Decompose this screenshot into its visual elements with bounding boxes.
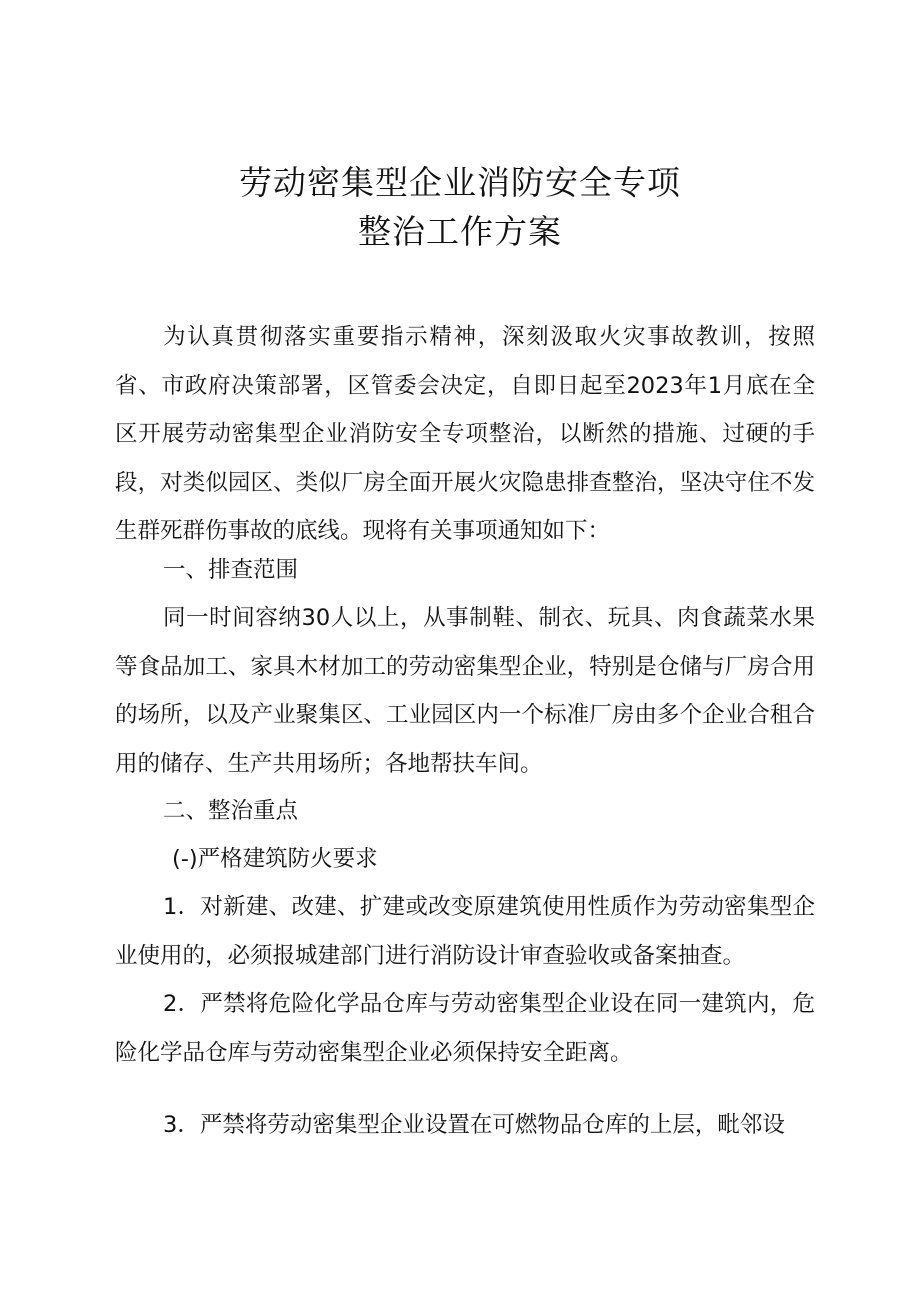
section2-heading: 二、整治重点	[163, 798, 299, 824]
section2-subheading: (-)严格建筑防火要求	[172, 846, 378, 872]
section2-item2: 2．严禁将危险化学品仓库与劳动密集型企业设在同一建筑内，危险化学品仓库与劳动密集型企业必须保持安全距离。	[115, 991, 815, 1066]
section2-item3: 3．严禁将劳动密集型企业设置在可燃物品仓库的上层，毗邻设	[163, 1112, 785, 1138]
section1-heading: 一、排查范围	[163, 557, 299, 583]
intro-paragraph: 为认真贯彻落实重要指示精神，深刻汲取火灾事故教训，按照省、市政府决策部署，区管委会决定，自即日起至2023年1月底在全区开展劳动密集型企业消防安全专项整治，以断然的措施、过硬的手段，对类似园区、类似厂房全面开展火灾隐患排查整治，坚决守住不发生群死群伤事故的底线。现将有关事项通知如下：	[115, 324, 815, 544]
document-title-line2: 整治工作方案	[358, 212, 562, 251]
section2-item1: 1．对新建、改建、扩建或改变原建筑使用性质作为劳动密集型企业使用的，必须报城建部门进行消防设计审查验收或备案抽查。	[115, 894, 815, 969]
document-title-line1: 劳动密集型企业消防安全专项	[239, 163, 681, 202]
section1-paragraph: 同一时间容纳30人以上，从事制鞋、制衣、玩具、肉食蔬菜水果等食品加工、家具木材加工的劳动密集型企业，特别是仓储与厂房合用的场所，以及产业聚集区、工业园区内一个标准厂房由多个企业合租合用的储存、生产共用场所；各地帮扶车间。	[115, 605, 815, 777]
